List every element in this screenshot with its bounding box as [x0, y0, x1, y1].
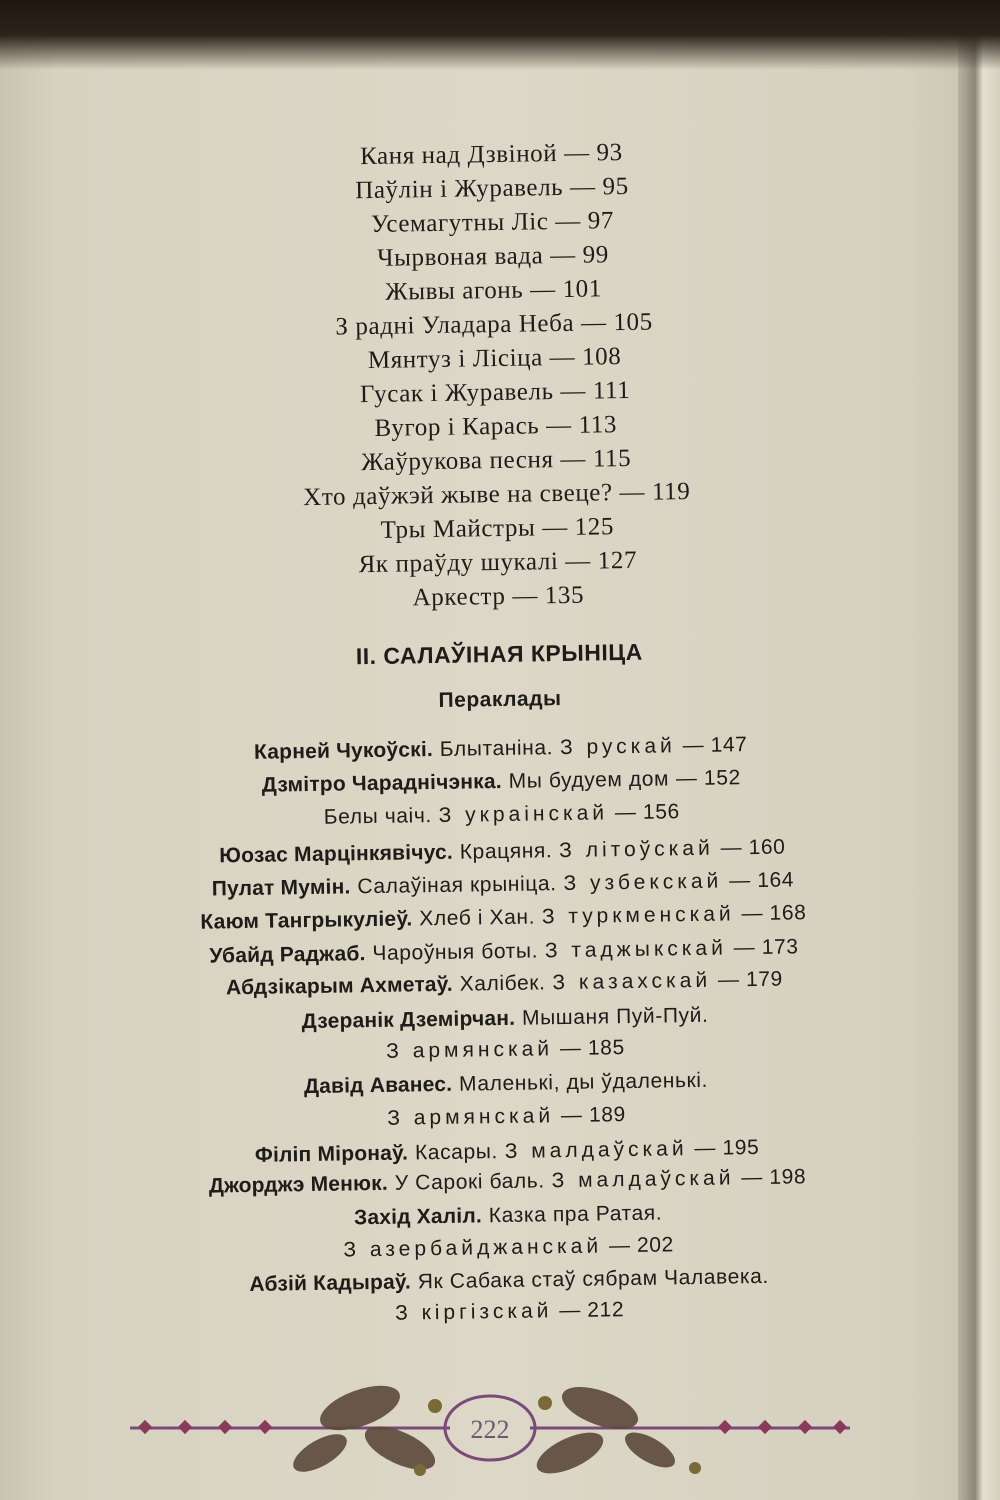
translation-page: — 173 — [733, 935, 799, 960]
translation-language: З літоўскай — [559, 836, 714, 863]
translation-language: З кіргізскай — [394, 1299, 553, 1325]
translation-author: Філіп Міронаў. — [254, 1141, 409, 1167]
translation-title: Мышаня Пуй-Пуй. — [521, 1003, 709, 1030]
translation-page: — 198 — [741, 1165, 807, 1190]
toc-entry: Усемагутны Ліс — 97 — [370, 207, 615, 238]
translation-page: — 185 — [559, 1036, 625, 1061]
translation-language: З казахскай — [552, 968, 712, 995]
translation-page: — 202 — [608, 1233, 675, 1258]
toc-entry: Хто даўжэй жыве на свеце? — 119 — [302, 477, 691, 512]
translation-language: З украінскай — [438, 801, 609, 827]
translation-author: Дзмітро Чараднічэнка. — [261, 769, 502, 797]
translation-title: Як Сабака стаў сябрам Чалавека. — [417, 1264, 770, 1294]
translation-page: — 147 — [682, 733, 748, 758]
translation-language: З малдаўскай — [551, 1166, 735, 1193]
toc-entry: Гусак і Журавель — 111 — [359, 376, 631, 409]
translation-page: — 156 — [614, 800, 680, 825]
translation-author: Дзеранік Дземірчан. — [301, 1006, 516, 1034]
translation-author: Убайд Раджаб. — [209, 942, 366, 968]
translation-page: — 168 — [741, 901, 807, 926]
translation-language: З рускай — [559, 734, 676, 760]
toc-entry: Жывы агонь — 101 — [385, 275, 603, 306]
translation-title: Чароўныя боты. — [372, 939, 539, 966]
translation-author: Захід Халіл. — [353, 1204, 483, 1230]
translation-author: Каюм Тангрыкуліеў. — [200, 907, 413, 934]
translation-language: З армянскай — [387, 1104, 555, 1130]
toc-entry: Чырвоная вада — 99 — [377, 241, 610, 272]
translation-title: Хлеб і Хан. — [419, 905, 536, 931]
translation-language: З туркменскай — [541, 902, 735, 929]
translation-author: Абдзікарым Ахметаў. — [225, 972, 453, 1000]
toc-entry: Як праўду шукалі — 127 — [358, 546, 638, 579]
translation-title: Белы чаіч. — [323, 804, 433, 829]
toc-entry: З радні Уладара Неба — 105 — [335, 308, 653, 341]
translation-language: З таджыкскай — [544, 936, 728, 963]
section-title: II. САЛАЎІНАЯ КРЫНІЦА — [355, 638, 643, 670]
translation-author: Юозас Марцінкявічус. — [219, 840, 454, 868]
translation-page: — 212 — [559, 1298, 625, 1323]
translation-page: — 152 — [675, 766, 741, 791]
section-subtitle: Пераклады — [438, 687, 562, 712]
toc-entry: Каня над Дзвіной — 93 — [359, 139, 623, 171]
translation-title: Блытаніна. — [439, 736, 554, 761]
translation-language: З малдаўскай — [504, 1137, 688, 1163]
translation-title: Крацяня. — [459, 839, 553, 864]
translation-title: У Сарокі баль. — [394, 1169, 545, 1195]
toc-entry: Жаўрукова песня — 115 — [361, 444, 632, 477]
translation-author: Пулат Мумін. — [211, 875, 351, 901]
translation-language: З узбекскай — [563, 869, 723, 896]
toc-entry: Вугор і Карась — 113 — [374, 411, 618, 442]
translation-author: Абзій Кадыраў. — [249, 1270, 412, 1297]
translation-page: — 160 — [720, 835, 786, 860]
translation-author: Джорджэ Менюк. — [208, 1171, 389, 1198]
page-number: 222 — [470, 1415, 510, 1444]
translation-title: Халібек. — [459, 971, 546, 996]
translation-language: З армянскай — [386, 1037, 554, 1063]
translation-page: — 195 — [694, 1135, 760, 1160]
toc-entry: Паўлін і Журавель — 95 — [355, 172, 629, 205]
translation-title: Маленькі, ды ўдаленькі. — [458, 1068, 709, 1096]
toc-entry: Аркестр — 135 — [412, 581, 585, 612]
toc-entry: Мянтуз і Лісіца — 108 — [367, 343, 622, 375]
translation-author: Карней Чукоўскі. — [253, 738, 434, 764]
translation-author: Давід Аванес. — [303, 1072, 453, 1099]
footer-ornament — [120, 1378, 860, 1488]
translation-page: — 189 — [560, 1103, 626, 1128]
translation-title: Салаўіная крыніца. — [357, 872, 557, 899]
translation-page: — 164 — [729, 868, 795, 893]
translation-language: З азербайджанскай — [343, 1234, 603, 1262]
translation-page: — 179 — [717, 967, 784, 992]
translation-title: Мы будуем дом — [508, 767, 670, 793]
toc-entry: Тры Майстры — 125 — [380, 513, 615, 544]
translation-title: Казка пра Ратая. — [488, 1201, 663, 1228]
translation-title: Касары. — [414, 1140, 499, 1165]
